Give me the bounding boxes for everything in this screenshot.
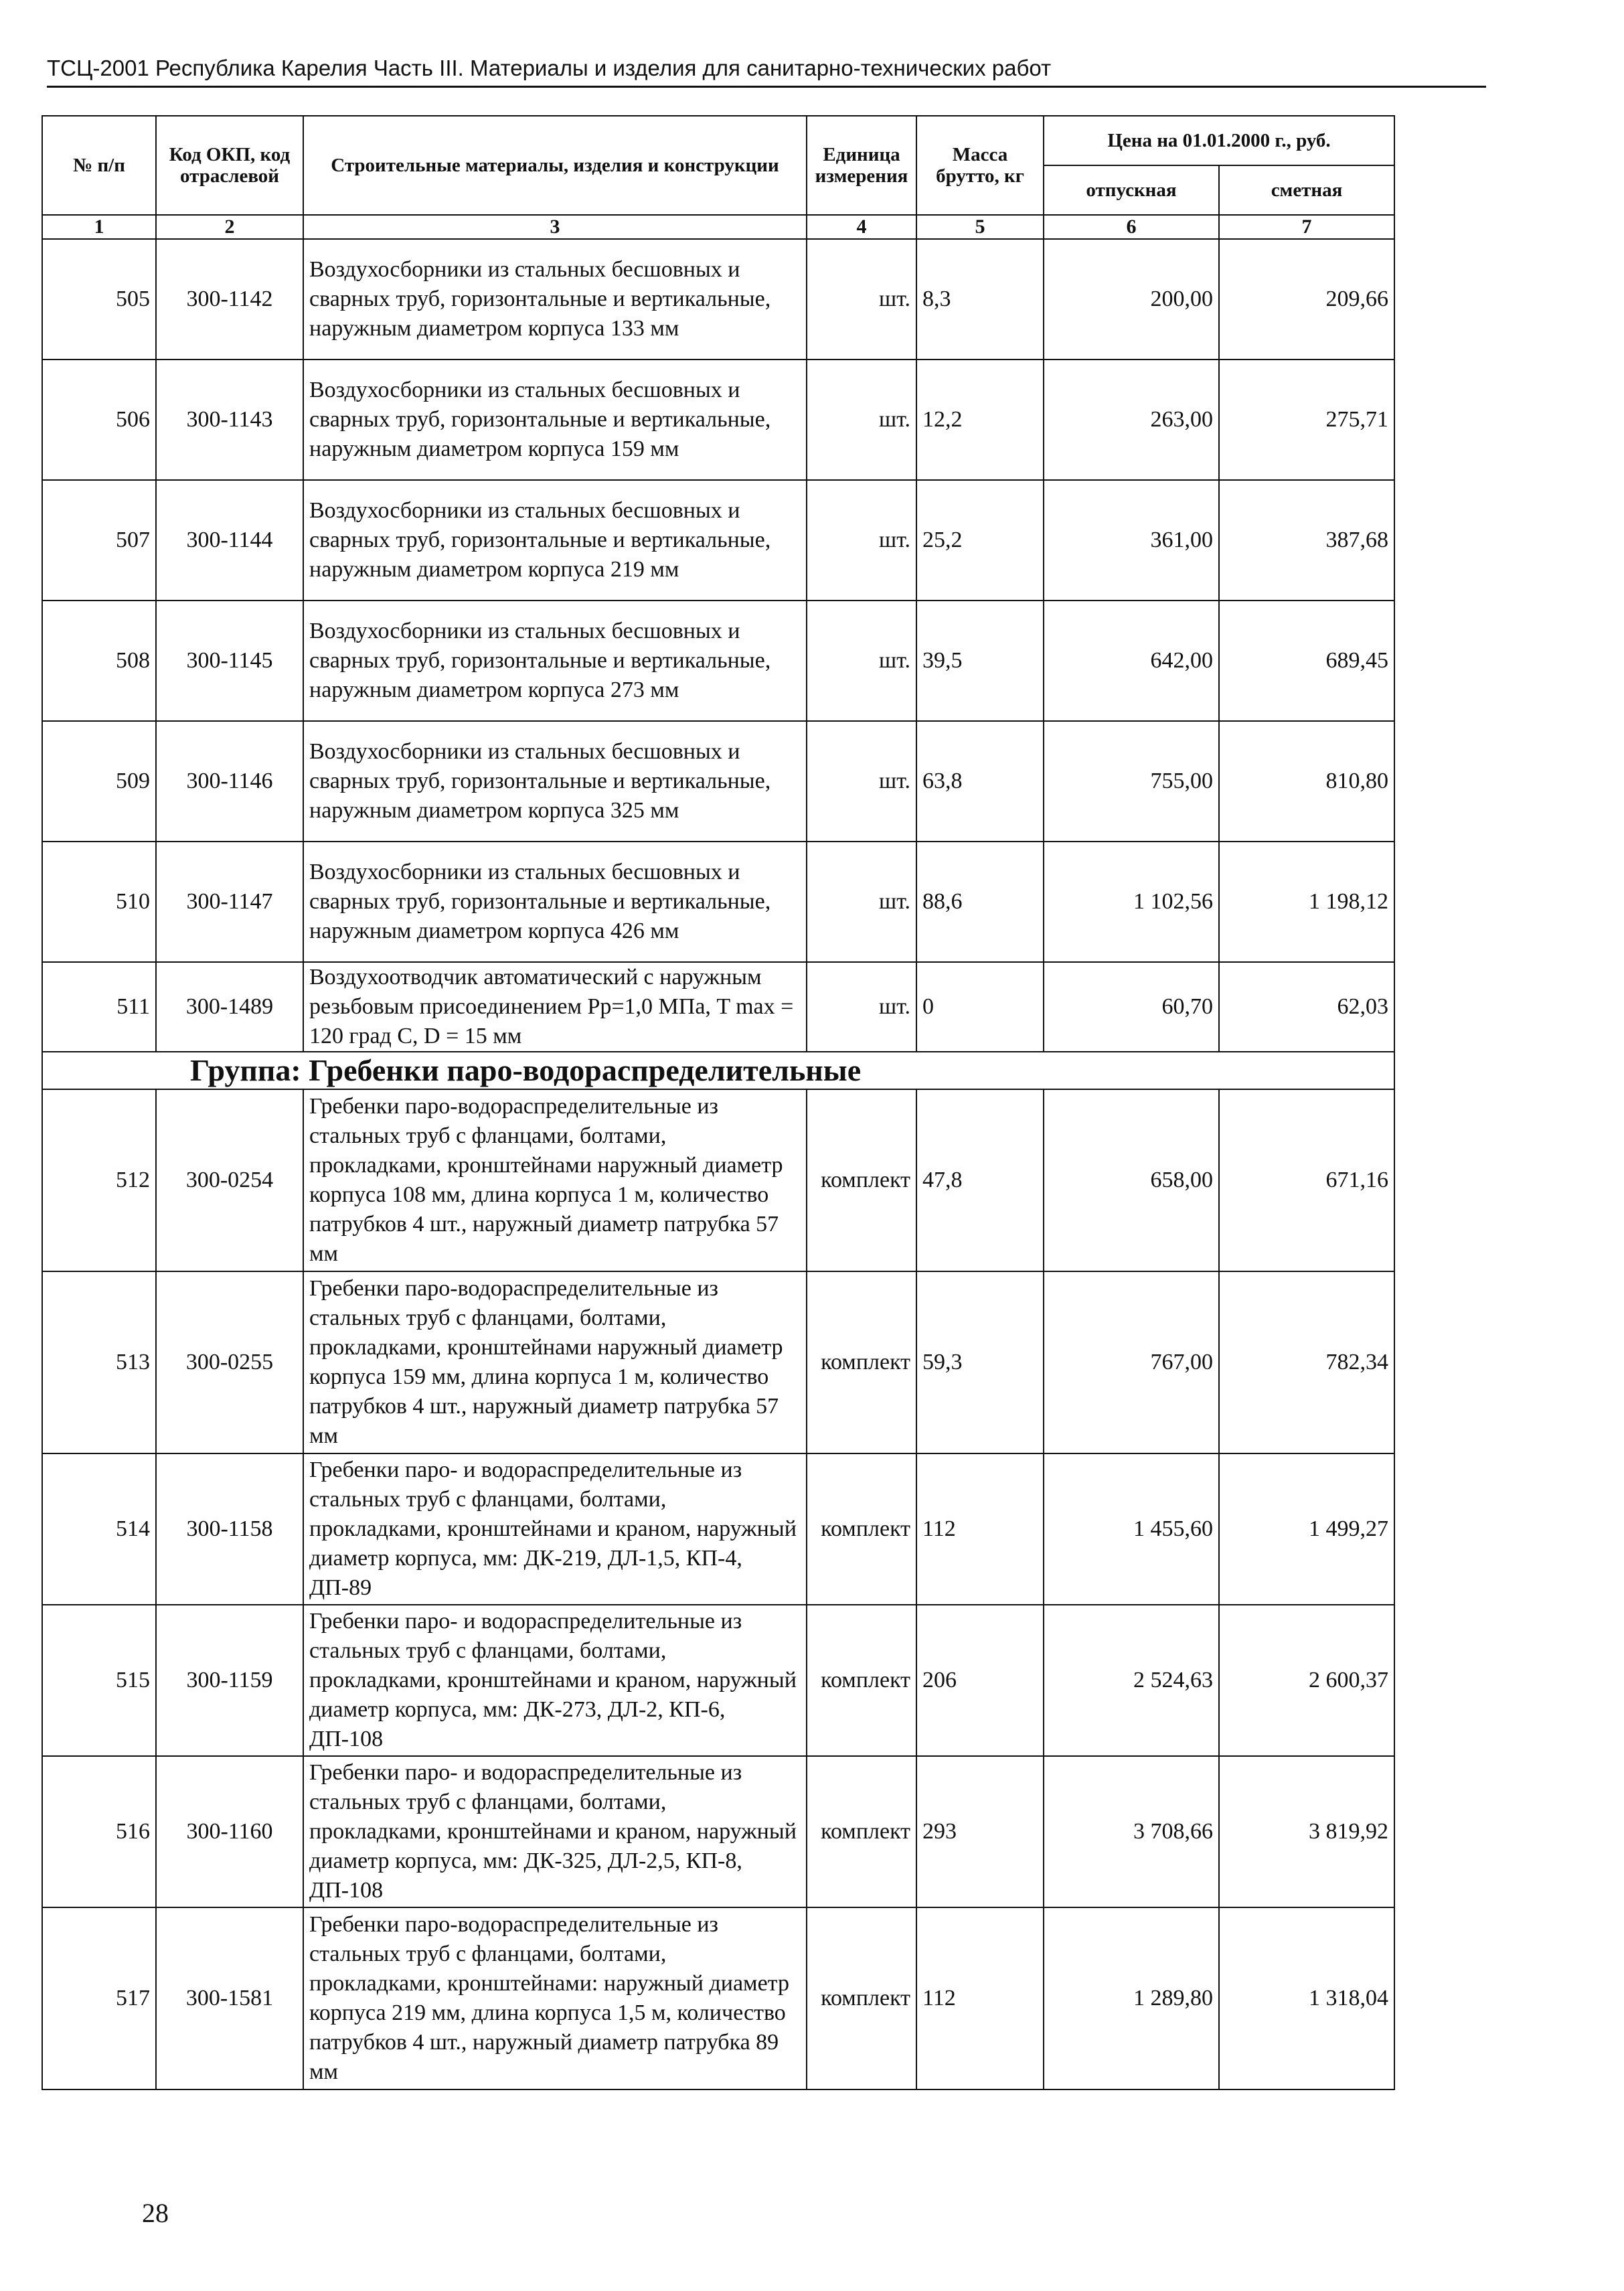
- column-number: 5: [916, 215, 1044, 239]
- col-header-price-release: отпускная: [1044, 165, 1219, 215]
- okp-code: 300-1143: [156, 360, 303, 480]
- row-number: 515: [42, 1605, 156, 1756]
- table-row: [42, 842, 1394, 962]
- material-description: Воздухосборники из стальных бесшовных и сварных труб, горизонтальные и вертикальные, наружным диаметром корпуса 219 мм: [303, 480, 807, 601]
- price-release-cell: 263,00: [1044, 360, 1219, 480]
- okp-code: 300-1489: [156, 962, 303, 1052]
- page-number: 28: [142, 2198, 169, 2228]
- mass-cell: 59,3: [916, 1271, 1044, 1453]
- price-estimate-cell: 2 600,37: [1219, 1605, 1394, 1756]
- material-description: Воздухоотводчик автоматический с наружным резьбовым присоединением Рр=1,0 МПа, T max = 120 град С, D = 15 мм: [303, 962, 807, 1052]
- price-estimate-cell: 810,80: [1219, 721, 1394, 842]
- column-number: 1: [42, 215, 156, 239]
- col-header-price-estimate: сметная: [1219, 165, 1394, 215]
- price-release-cell: 1 455,60: [1044, 1453, 1219, 1605]
- row-number: 510: [42, 842, 156, 962]
- price-release-cell: 1 289,80: [1044, 1907, 1219, 2089]
- column-number: 2: [156, 215, 303, 239]
- price-estimate-cell: 209,66: [1219, 239, 1394, 360]
- column-number-row: [42, 215, 1394, 239]
- material-description: Гребенки паро- и водораспределительные из стальных труб с фланцами, болтами, прокладками, кронштейнами и краном, наружный диаметр корпуса, мм: ДК-219, ДЛ-1,5, КП-4, ДП-89: [303, 1453, 807, 1605]
- material-description: Воздухосборники из стальных бесшовных и сварных труб, горизонтальные и вертикальные, наружным диаметром корпуса 426 мм: [303, 842, 807, 962]
- mass-cell: 112: [916, 1453, 1044, 1605]
- price-estimate-cell: 275,71: [1219, 360, 1394, 480]
- price-estimate-cell: 1 198,12: [1219, 842, 1394, 962]
- col-header-price-group: Цена на 01.01.2000 г., руб.: [1044, 116, 1394, 165]
- column-number: 4: [807, 215, 916, 239]
- unit-cell: шт.: [807, 962, 916, 1052]
- row-number: 508: [42, 601, 156, 721]
- col-header-num: № п/п: [42, 116, 156, 215]
- okp-code: 300-0254: [156, 1089, 303, 1271]
- price-release-cell: 60,70: [1044, 962, 1219, 1052]
- okp-code: 300-1145: [156, 601, 303, 721]
- mass-cell: 8,3: [916, 239, 1044, 360]
- table-row: [42, 1907, 1394, 2089]
- column-number: 3: [303, 215, 807, 239]
- mass-cell: 63,8: [916, 721, 1044, 842]
- row-number: 514: [42, 1453, 156, 1605]
- price-release-cell: 642,00: [1044, 601, 1219, 721]
- price-estimate-cell: 689,45: [1219, 601, 1394, 721]
- unit-cell: комплект: [807, 1271, 916, 1453]
- unit-cell: комплект: [807, 1605, 916, 1756]
- unit-cell: шт.: [807, 842, 916, 962]
- mass-cell: 112: [916, 1907, 1044, 2089]
- unit-cell: комплект: [807, 1453, 916, 1605]
- okp-code: 300-1147: [156, 842, 303, 962]
- okp-code: 300-1160: [156, 1756, 303, 1907]
- table-row: [42, 1453, 1394, 1605]
- price-release-cell: 2 524,63: [1044, 1605, 1219, 1756]
- material-description: Воздухосборники из стальных бесшовных и сварных труб, горизонтальные и вертикальные, наружным диаметром корпуса 133 мм: [303, 239, 807, 360]
- price-estimate-cell: 671,16: [1219, 1089, 1394, 1271]
- table-header-row: [42, 116, 1394, 165]
- table-row: [42, 1605, 1394, 1756]
- table-row: [42, 1271, 1394, 1453]
- row-number: 517: [42, 1907, 156, 2089]
- mass-cell: 25,2: [916, 480, 1044, 601]
- row-number: 505: [42, 239, 156, 360]
- col-header-material: Строительные материалы, изделия и конструкции: [303, 116, 807, 215]
- material-description: Воздухосборники из стальных бесшовных и сварных труб, горизонтальные и вертикальные, наружным диаметром корпуса 273 мм: [303, 601, 807, 721]
- price-estimate-cell: 62,03: [1219, 962, 1394, 1052]
- material-description: Воздухосборники из стальных бесшовных и сварных труб, горизонтальные и вертикальные, наружным диаметром корпуса 159 мм: [303, 360, 807, 480]
- unit-cell: шт.: [807, 239, 916, 360]
- material-description: Гребенки паро-водораспределительные из стальных труб с фланцами, болтами, прокладками, кронштейнами наружный диаметр корпуса 108 мм, длина корпуса 1 м, количество патрубков 4 шт., наружный диаметр патрубка 57 мм: [303, 1089, 807, 1271]
- price-release-cell: 361,00: [1044, 480, 1219, 601]
- table-row: [42, 1089, 1394, 1271]
- unit-cell: комплект: [807, 1089, 916, 1271]
- column-number: 6: [1044, 215, 1219, 239]
- table-row: [42, 962, 1394, 1052]
- okp-code: 300-1158: [156, 1453, 303, 1605]
- price-release-cell: 200,00: [1044, 239, 1219, 360]
- okp-code: 300-1146: [156, 721, 303, 842]
- table-row: [42, 360, 1394, 480]
- table-row: [42, 480, 1394, 601]
- table-body: [42, 215, 1394, 2089]
- unit-cell: шт.: [807, 721, 916, 842]
- okp-code: 300-1142: [156, 239, 303, 360]
- price-estimate-cell: 782,34: [1219, 1271, 1394, 1453]
- column-number: 7: [1219, 215, 1394, 239]
- group-row: [42, 1052, 1394, 1089]
- okp-code: 300-0255: [156, 1271, 303, 1453]
- row-number: 509: [42, 721, 156, 842]
- price-release-cell: 3 708,66: [1044, 1756, 1219, 1907]
- material-description: Воздухосборники из стальных бесшовных и сварных труб, горизонтальные и вертикальные, наружным диаметром корпуса 325 мм: [303, 721, 807, 842]
- okp-code: 300-1159: [156, 1605, 303, 1756]
- table-row: [42, 601, 1394, 721]
- unit-cell: комплект: [807, 1756, 916, 1907]
- table-row: [42, 239, 1394, 360]
- page-header: ТСЦ-2001 Республика Карелия Часть III. Материалы и изделия для санитарно-технических работ: [47, 54, 1486, 88]
- table-row: [42, 721, 1394, 842]
- price-release-cell: 767,00: [1044, 1271, 1219, 1453]
- unit-cell: шт.: [807, 480, 916, 601]
- material-description: Гребенки паро- и водораспределительные из стальных труб с фланцами, болтами, прокладками, кронштейнами и краном, наружный диаметр корпуса, мм: ДК-273, ДЛ-2, КП-6, ДП-108: [303, 1605, 807, 1756]
- mass-cell: 39,5: [916, 601, 1044, 721]
- price-table: [42, 115, 1395, 2090]
- col-header-unit: Единица измерения: [807, 116, 916, 215]
- group-label: Группа: Гребенки паро-водораспределительные: [42, 1052, 1394, 1089]
- price-release-cell: 658,00: [1044, 1089, 1219, 1271]
- unit-cell: шт.: [807, 360, 916, 480]
- mass-cell: 206: [916, 1605, 1044, 1756]
- table-row: [42, 1756, 1394, 1907]
- mass-cell: 293: [916, 1756, 1044, 1907]
- mass-cell: 12,2: [916, 360, 1044, 480]
- material-description: Гребенки паро-водораспределительные из стальных труб с фланцами, болтами, прокладками, кронштейнами наружный диаметр корпуса 159 мм, длина корпуса 1 м, количество патрубков 4 шт., наружный диаметр патрубка 57 мм: [303, 1271, 807, 1453]
- price-estimate-cell: 3 819,92: [1219, 1756, 1394, 1907]
- okp-code: 300-1581: [156, 1907, 303, 2089]
- row-number: 507: [42, 480, 156, 601]
- row-number: 512: [42, 1089, 156, 1271]
- mass-cell: 0: [916, 962, 1044, 1052]
- row-number: 511: [42, 962, 156, 1052]
- col-header-okp: Код ОКП, код отраслевой: [156, 116, 303, 215]
- price-estimate-cell: 387,68: [1219, 480, 1394, 601]
- price-release-cell: 1 102,56: [1044, 842, 1219, 962]
- mass-cell: 88,6: [916, 842, 1044, 962]
- row-number: 513: [42, 1271, 156, 1453]
- mass-cell: 47,8: [916, 1089, 1044, 1271]
- row-number: 506: [42, 360, 156, 480]
- col-header-mass: Масса брутто, кг: [916, 116, 1044, 215]
- unit-cell: комплект: [807, 1907, 916, 2089]
- unit-cell: шт.: [807, 601, 916, 721]
- price-estimate-cell: 1 499,27: [1219, 1453, 1394, 1605]
- material-description: Гребенки паро-водораспределительные из стальных труб с фланцами, болтами, прокладками, кронштейнами: наружный диаметр корпуса 219 мм, длина корпуса 1,5 м, количество патрубков 4 шт., наружный диаметр патрубка 89 мм: [303, 1907, 807, 2089]
- price-estimate-cell: 1 318,04: [1219, 1907, 1394, 2089]
- row-number: 516: [42, 1756, 156, 1907]
- price-release-cell: 755,00: [1044, 721, 1219, 842]
- okp-code: 300-1144: [156, 480, 303, 601]
- material-description: Гребенки паро- и водораспределительные из стальных труб с фланцами, болтами, прокладками, кронштейнами и краном, наружный диаметр корпуса, мм: ДК-325, ДЛ-2,5, КП-8, ДП-108: [303, 1756, 807, 1907]
